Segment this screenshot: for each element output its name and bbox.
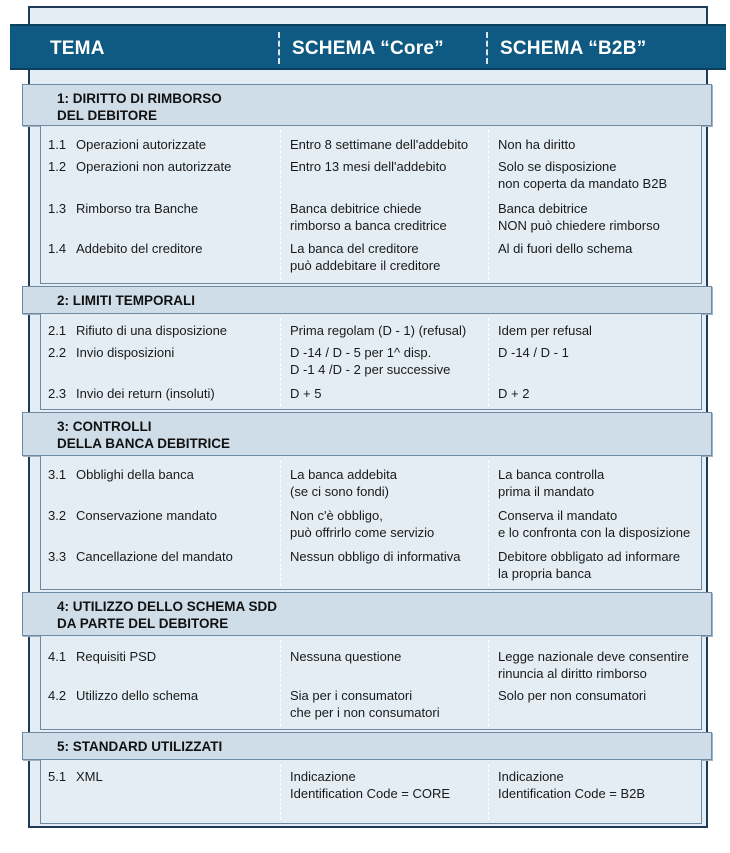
row-core: Banca debitrice chiede rimborso a banca creditrice [290,201,447,233]
row-number: 2.3 [48,386,67,401]
row-tema: Requisiti PSD [76,649,157,664]
column-divider [488,640,489,726]
column-divider [488,460,489,586]
row-b2b: Solo se disposizione non coperta da mandato B2B [498,159,668,191]
row-core: Nessuna questione [290,649,402,664]
row-core: D -14 / D - 5 per 1^ disp. D -1 4 /D - 2 per successive [290,345,451,377]
row-core: Prima regolam (D - 1) (refusal) [290,323,467,338]
row-number: 3.3 [48,549,67,564]
row-tema: Rimborso tra Banche [76,201,199,216]
header-schema-b2b: SCHEMA “B2B” [500,38,647,59]
row-number: 3.2 [48,508,67,523]
section-header [22,286,712,314]
header-divider [486,32,488,64]
row-b2b: Al di fuori dello schema [498,241,633,256]
header-schema-core: SCHEMA “Core” [292,38,444,59]
section-title: 4: UTILIZZO DELLO SCHEMA SDD DA PARTE DEL DEBITORE [57,599,277,631]
column-divider [488,130,489,280]
column-divider [488,318,489,406]
row-tema: Invio dei return (insoluti) [76,386,215,401]
row-tema: Cancellazione del mandato [76,549,233,564]
row-number: 3.1 [48,467,67,482]
column-divider [280,318,281,406]
row-b2b: La banca controlla prima il mandato [498,467,605,499]
header-divider [278,32,280,64]
row-b2b: Debitore obbligato ad informare la propria banca [498,549,681,581]
section-header [22,412,712,456]
row-tema: Invio disposizioni [76,345,175,360]
row-core: La banca del creditore può addebitare il creditore [290,241,441,273]
section-title: 3: CONTROLLI DELLA BANCA DEBITRICE [57,419,230,451]
column-divider [280,130,281,280]
row-b2b: Idem per refusal [498,323,592,338]
section-header [22,732,712,760]
column-divider [280,640,281,726]
section-header [22,84,712,126]
row-tema: Conservazione mandato [76,508,217,523]
row-tema: Addebito del creditore [76,241,203,256]
row-tema: Obblighi della banca [76,467,194,482]
row-tema: XML [76,769,103,784]
row-b2b: Legge nazionale deve consentire rinuncia al diritto rimborso [498,649,689,681]
column-divider [488,764,489,820]
row-core: D + 5 [290,386,322,401]
row-tema: Utilizzo dello schema [76,688,199,703]
row-core: Indicazione Identification Code = CORE [290,769,451,801]
section-title: 1: DIRITTO DI RIMBORSO DEL DEBITORE [57,91,222,123]
table-header [10,24,726,70]
row-core: Non c'è obbligo, può offrirlo come servizio [290,508,435,540]
row-b2b: D -14 / D - 1 [498,345,569,360]
row-number: 1.1 [48,137,67,152]
row-tema: Operazioni non autorizzate [76,159,232,174]
row-number: 1.2 [48,159,67,174]
row-core: Entro 13 mesi dell'addebito [290,159,447,174]
column-divider [280,764,281,820]
column-divider [280,460,281,586]
row-b2b: D + 2 [498,386,530,401]
row-number: 1.3 [48,201,67,216]
section-title: 2: LIMITI TEMPORALI [57,293,195,308]
row-number: 1.4 [48,241,67,256]
header-tema: TEMA [50,38,105,59]
section-title: 5: STANDARD UTILIZZATI [57,739,223,754]
row-tema: Rifiuto di una disposizione [76,323,228,338]
row-number: 4.1 [48,649,67,664]
row-tema: Operazioni autorizzate [76,137,207,152]
row-number: 2.1 [48,323,67,338]
row-core: La banca addebita (se ci sono fondi) [290,467,397,499]
row-b2b: Non ha diritto [498,137,576,152]
row-core: Entro 8 settimane dell'addebito [290,137,469,152]
row-number: 2.2 [48,345,67,360]
row-core: Sia per i consumatori che per i non consumatori [290,688,440,720]
row-b2b: Solo per non consumatori [498,688,647,703]
row-b2b: Banca debitrice NON può chiedere rimborso [498,201,660,233]
row-b2b: Indicazione Identification Code = B2B [498,769,646,801]
section-header [22,592,712,636]
row-core: Nessun obbligo di informativa [290,549,461,564]
row-b2b: Conserva il mandato e lo confronta con la disposizione [498,508,691,540]
row-number: 4.2 [48,688,67,703]
row-number: 5.1 [48,769,67,784]
